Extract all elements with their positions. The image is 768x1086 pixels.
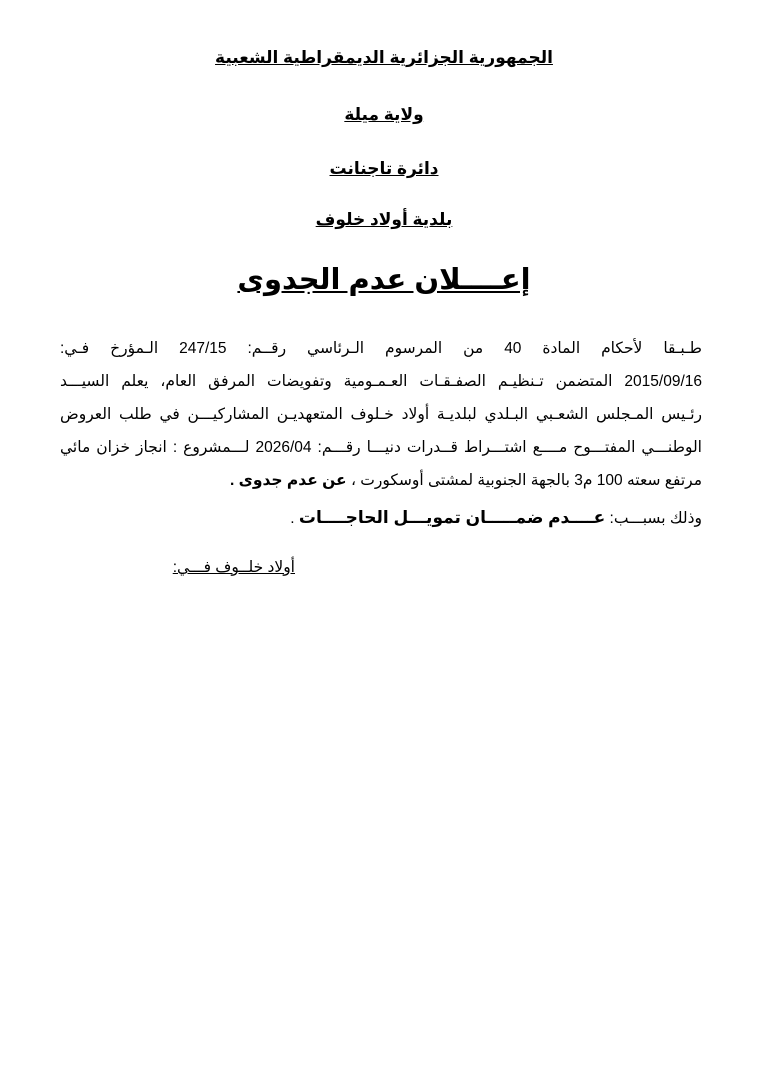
place-date: أولاد خلــوف فـــي: (172, 559, 295, 576)
body-line-1: طـبـقا لأحكام المادة 40 من المرسوم الـرئاسي رقــم: 247/15 الـمؤرخ فـي: (60, 340, 702, 357)
body-line-4: الوطنـــي المفتـــوح مــــع اشتـــراط قــدرات دنيـــا رقـــم: 2026/04 لـــمشروع : انجاز خزان مائي (60, 439, 702, 456)
reason-line (60, 507, 702, 530)
republic-heading: الجمهورية الجزائرية الديمقراطية الشعبية (215, 48, 553, 67)
daira-heading: دائرة تاجنانت (329, 159, 439, 178)
no-feasibility-statement: عن عدم جدوى . (230, 472, 347, 489)
reason-label: وذلك بسبـــب: (605, 510, 702, 527)
reason-end: . (290, 510, 299, 527)
wilaya-heading: ولاية ميلة (344, 105, 424, 124)
body-line-5-text: مرتفع سعته 100 م3 بالجهة الجنوبية لمشتى أوسكورت ، (346, 472, 702, 489)
body-line-5 (60, 470, 702, 492)
reason-text: عــــدم ضمـــــان تمويـــل الحاجــــات (298, 508, 606, 527)
commune-heading: بلدية أولاد خلوف (315, 210, 453, 229)
announcement-title: إعــــلان عدم الجدوى (237, 264, 531, 296)
body-line-2: 2015/09/16 المتضمن تـنظيـم الصفـقـات العـمـومية وتفويضات المرفق العام، يعلم السيـــد (60, 373, 702, 390)
body-line-3: رئـيس المـجلس الشعـبي البـلدي لبلديـة أولاد خـلوف المتعهديـن المشاركيـــن في طلب العروض (60, 406, 702, 423)
